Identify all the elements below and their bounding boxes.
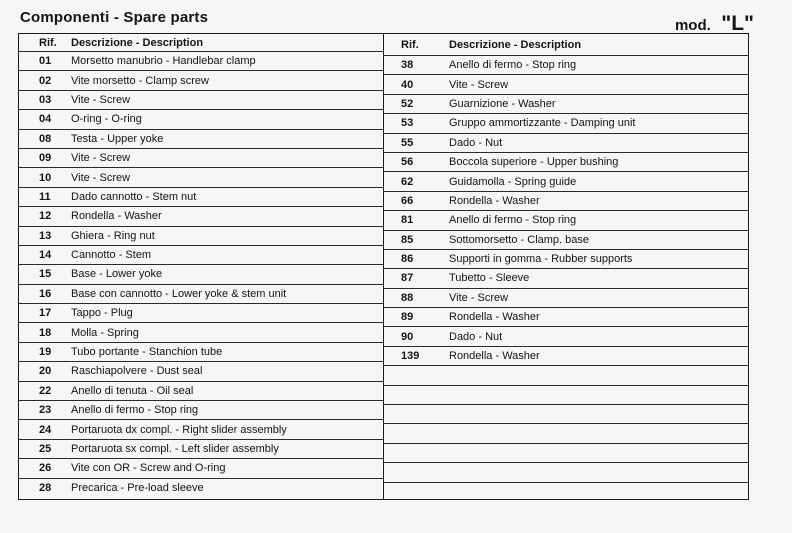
part-ref: 18 <box>39 326 52 339</box>
table-row <box>383 250 748 269</box>
table-row <box>383 308 748 327</box>
part-ref: 13 <box>39 229 52 242</box>
part-ref: 28 <box>39 482 52 495</box>
table-row <box>383 289 748 308</box>
part-description: Vite - Screw <box>71 152 131 165</box>
part-ref: 16 <box>39 287 52 300</box>
part-description: Vite - Screw <box>71 93 131 106</box>
part-description: Morsetto manubrio - Handlebar clamp <box>71 55 256 68</box>
table-row <box>383 211 748 230</box>
part-description: Guarnizione - Washer <box>449 97 556 110</box>
part-description: Tubetto - Sleeve <box>449 272 530 285</box>
part-description: Base con cannotto - Lower yoke & stem unit <box>71 287 287 300</box>
part-ref: 52 <box>401 97 414 110</box>
table-row <box>383 192 748 211</box>
table-row <box>383 231 748 250</box>
part-ref: 04 <box>39 113 52 126</box>
table-row <box>19 265 383 284</box>
part-description: Sottomorsetto - Clamp. base <box>449 233 590 246</box>
part-description: Rondella - Washer <box>449 194 540 207</box>
part-description: Boccola superiore - Upper bushing <box>449 156 619 169</box>
table-row <box>383 269 748 288</box>
table-row <box>383 463 748 482</box>
model-prefix: mod. <box>674 17 711 34</box>
part-description: Portaruota sx compl. - Left slider assembly <box>71 443 279 455</box>
table-row <box>383 114 748 133</box>
part-description: Vite morsetto - Clamp screw <box>71 74 209 87</box>
part-ref: 11 <box>39 190 51 203</box>
table-row <box>383 172 748 191</box>
part-description: Rondella - Washer <box>71 210 162 223</box>
part-description: O-ring - O-ring <box>71 113 142 126</box>
table-row <box>19 420 383 439</box>
part-description: Anello di fermo - Stop ring <box>449 59 577 72</box>
table-row <box>383 483 748 502</box>
part-description: Gruppo ammortizzante - Damping unit <box>449 117 636 130</box>
part-description: Base - Lower yoke <box>71 268 163 281</box>
table-row <box>19 382 383 401</box>
part-description: Dado - Nut <box>449 330 503 343</box>
header-rif: Rif. <box>39 36 57 49</box>
part-ref: 38 <box>401 59 414 72</box>
part-ref: 87 <box>401 272 414 285</box>
table-row <box>19 440 383 459</box>
part-description: Testa - Upper yoke <box>71 132 164 145</box>
part-description: Rondella - Washer <box>449 311 540 324</box>
part-ref: 90 <box>401 330 414 343</box>
table-row <box>19 323 383 342</box>
table-row <box>19 168 383 187</box>
table-row <box>383 347 748 366</box>
table-header <box>19 34 383 52</box>
part-ref: 09 <box>39 152 52 165</box>
part-ref: 62 <box>401 175 414 188</box>
header-rif: Rif. <box>401 38 419 51</box>
part-description: Molla - Spring <box>71 326 139 339</box>
part-description: Anello di fermo - Stop ring <box>449 214 577 227</box>
table-row <box>383 56 748 75</box>
part-ref: 08 <box>39 132 52 145</box>
table-header <box>383 34 748 56</box>
table-row <box>19 130 383 149</box>
part-ref: 01 <box>39 55 52 68</box>
part-ref: 14 <box>39 249 52 262</box>
part-description: Raschiapolvere - Dust seal <box>71 365 203 378</box>
part-description: Precarica - Pre-load sleeve <box>71 482 204 495</box>
part-ref: 02 <box>39 74 52 87</box>
part-ref: 55 <box>401 136 414 149</box>
table-row <box>19 459 383 478</box>
part-description: Cannotto - Stem <box>71 249 152 262</box>
part-description: Tubo portante - Stanchion tube <box>71 346 223 359</box>
page-title: Componenti - Spare parts <box>20 9 209 26</box>
part-description: Ghiera - Ring nut <box>71 229 155 242</box>
table-row <box>19 362 383 381</box>
part-description: Anello di fermo - Stop ring <box>71 404 199 417</box>
part-description: Vite - Screw <box>449 291 509 304</box>
left-column <box>19 34 384 499</box>
table-row <box>19 227 383 246</box>
part-ref: 81 <box>401 214 414 227</box>
part-ref: 26 <box>39 462 52 475</box>
table-row <box>383 134 748 153</box>
table-row <box>19 304 383 323</box>
table-row <box>383 95 748 114</box>
table-row <box>19 149 383 168</box>
right-column <box>383 34 748 499</box>
table-row <box>383 444 748 463</box>
table-row <box>19 52 383 71</box>
part-ref: 86 <box>401 253 414 266</box>
model-letter: "L" <box>721 12 754 35</box>
header-description: Descrizione - Description <box>449 38 582 51</box>
part-ref: 66 <box>401 194 414 207</box>
part-ref: 53 <box>401 117 414 130</box>
part-ref: 22 <box>39 384 52 397</box>
part-description: Dado cannotto - Stem nut <box>71 190 197 203</box>
table-row <box>383 424 748 443</box>
part-ref: 03 <box>39 93 52 106</box>
part-description: Tappo - Plug <box>71 307 133 320</box>
part-ref: 19 <box>39 346 52 359</box>
part-description: Rondella - Washer <box>449 350 540 363</box>
table-row <box>383 366 748 385</box>
table-row <box>19 479 383 498</box>
table-row <box>383 327 748 346</box>
table-row <box>19 401 383 420</box>
table-row <box>383 153 748 172</box>
part-ref: 85 <box>401 233 414 246</box>
part-ref: 24 <box>39 423 52 436</box>
part-ref: 88 <box>401 291 414 304</box>
table-row <box>383 405 748 424</box>
part-description: Vite con OR - Screw and O-ring <box>71 462 226 475</box>
table-row <box>19 285 383 304</box>
part-ref: 25 <box>39 443 52 455</box>
part-ref: 89 <box>401 311 414 324</box>
part-ref: 12 <box>39 210 52 223</box>
part-description: Supporti in gomma - Rubber supports <box>449 253 633 266</box>
header-description: Descrizione - Description <box>71 36 204 49</box>
table-row <box>383 75 748 94</box>
part-ref: 56 <box>401 156 414 169</box>
part-description: Vite - Screw <box>71 171 131 184</box>
part-description: Dado - Nut <box>449 136 503 149</box>
table-row <box>19 207 383 226</box>
spare-parts-table <box>18 33 749 500</box>
table-row <box>19 343 383 362</box>
part-description: Guidamolla - Spring guide <box>449 175 577 188</box>
table-row <box>383 386 748 405</box>
part-ref: 139 <box>401 350 420 363</box>
part-ref: 15 <box>39 268 52 281</box>
part-ref: 17 <box>39 307 52 320</box>
table-row <box>19 71 383 90</box>
table-row <box>19 91 383 110</box>
part-description: Portaruota dx compl. - Right slider assembly <box>71 423 287 436</box>
table-row <box>19 110 383 129</box>
part-description: Vite - Screw <box>449 78 509 91</box>
part-description: Anello di tenuta - Oil seal <box>71 384 194 397</box>
part-ref: 23 <box>39 404 52 417</box>
table-row <box>19 246 383 265</box>
part-ref: 20 <box>39 365 52 378</box>
table-row <box>19 188 383 207</box>
part-ref: 10 <box>39 171 52 184</box>
part-ref: 40 <box>401 78 414 91</box>
